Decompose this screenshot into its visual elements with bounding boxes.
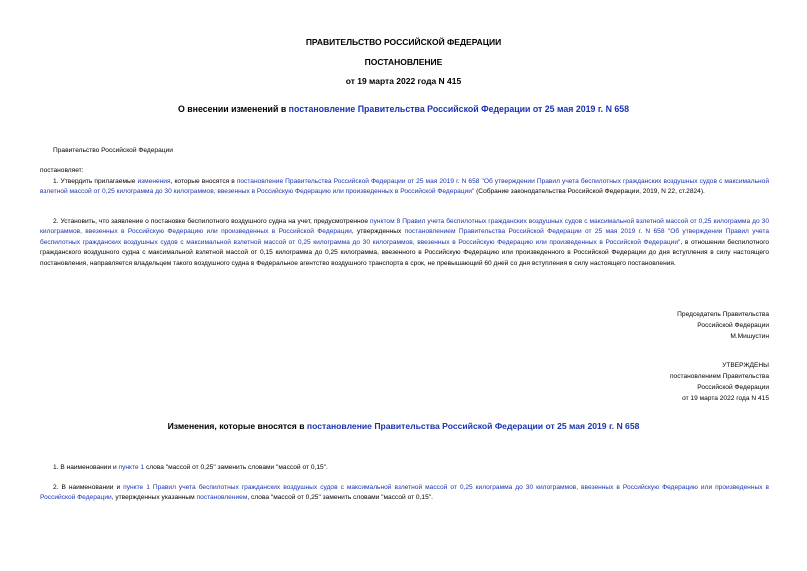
changes-title-prefix: Изменения, которые вносятся в <box>167 421 307 431</box>
c2-text-b: , утвержденных указанным <box>111 494 197 502</box>
c2-text-a: 2. В наименовании и <box>53 484 124 491</box>
approved-org: Российской Федерации <box>697 384 769 391</box>
c2-link-rules[interactable]: пункте 1 Правил учета беспилотных гражданских воздушных судов с максимальной взлетной массой от 0,25 килограмма до 30 килограммов, ввезенных в Российскую Федерацию или произведенных в Российской Федерации <box>40 484 769 502</box>
c2-link-resolution[interactable]: постановлением <box>196 494 248 502</box>
p1-link-changes[interactable]: изменения <box>137 178 171 185</box>
approved-block <box>670 360 769 404</box>
document-title <box>0 104 807 114</box>
change-1 <box>40 463 769 473</box>
approved-label: УТВЕРЖДЕНЫ <box>722 362 769 369</box>
resolves-label: постановляет: <box>40 167 84 174</box>
government-header: ПРАВИТЕЛЬСТВО РОССИЙСКОЙ ФЕДЕРАЦИИ <box>305 37 502 47</box>
p2-text-c: , в отношении беспилотного гражданского воздушного судна с максимальной взлетной массой от 0,15 килограмма до 0,25 килограмма, ввезенного в Российскую Федерацию или произведенного в Российской Федерации до дня вступления в силу настоящего постановления, направляется владельцем такого воздушного судна в Федеральное агентство воздушного транспорта в срок, не превышающий 60 дней со дня вступления в силу настоящего постановления. <box>40 238 769 267</box>
c1-text-a: 1. В наименовании и <box>53 464 119 471</box>
signature-title: Председатель Правительства <box>677 311 769 318</box>
c2-text-c: , слова "массой от 0,25" заменить словами "массой от 0,15". <box>247 494 433 502</box>
title-link[interactable]: постановление Правительства Российской Федерации от 25 мая 2019 г. N 658 <box>288 104 630 114</box>
p1-text-a: 1. Утвердить прилагаемые <box>53 178 138 185</box>
signature-block <box>677 309 769 342</box>
p1-text-c: (Собрание законодательства Российской Федерации, 2019, N 22, ст.2824). <box>474 188 705 196</box>
title-prefix: О внесении изменений в <box>177 104 289 114</box>
paragraph-2 <box>40 217 769 269</box>
c1-text-b: слова "массой от 0,25" заменить словами "массой от 0,15". <box>144 464 328 471</box>
p2-text-a: 2. Установить, что заявление о постановке беспилотного воздушного судна на учет, предусмотренное <box>53 218 370 225</box>
p2-link-rules[interactable]: пунктом 8 Правил учета беспилотных гражданских воздушных судов с максимальной взлетной массой от 0,25 килограмма до 30 килограммов, ввезенных в Российскую Федерацию или произведенных в Российской Федерации <box>40 218 769 236</box>
p1-text-b: , которые вносятся в <box>170 178 237 185</box>
changes-title <box>0 421 807 431</box>
signature-name: М.Мишустин <box>730 333 769 340</box>
approved-by: постановлением Правительства <box>669 373 769 380</box>
change-2 <box>40 483 769 504</box>
document-type: ПОСТАНОВЛЕНИЕ <box>364 57 443 67</box>
paragraph-1 <box>40 177 769 198</box>
p2-text-b: , утвержденных <box>351 228 405 236</box>
p1-link-resolution[interactable]: постановление Правительства Российской Федерации от 25 мая 2019 г. N 658 "Об утверждении Правил учета беспилотных гражданских воздушных судов с максимальной взлетной массой от 0,25 килограмма до 30 килограммов, ввезенных в Российскую Федерацию или произведенных в Российской Федерации" <box>40 178 769 196</box>
p2-link-resolution[interactable]: постановлением Правительства Российской Федерации от 25 мая 2019 г. N 658 "Об утверждении Правил учета беспилотных гражданских воздушных судов с максимальной взлетной массой от 0,25 килограмма до 30 килограммов, ввезенных в Российскую Федерацию или произведенных в Российской Федерации" <box>40 228 769 246</box>
c1-link-point[interactable]: пункте 1 <box>118 464 145 471</box>
document-date: от 19 марта 2022 года N 415 <box>345 76 462 86</box>
government-name: Правительство Российской Федерации <box>53 147 173 154</box>
approved-date: от 19 марта 2022 года N 415 <box>682 395 769 402</box>
signature-org: Российской Федерации <box>697 322 769 329</box>
changes-title-link[interactable]: постановление Правительства Российской Федерации от 25 мая 2019 г. N 658 <box>306 421 640 431</box>
